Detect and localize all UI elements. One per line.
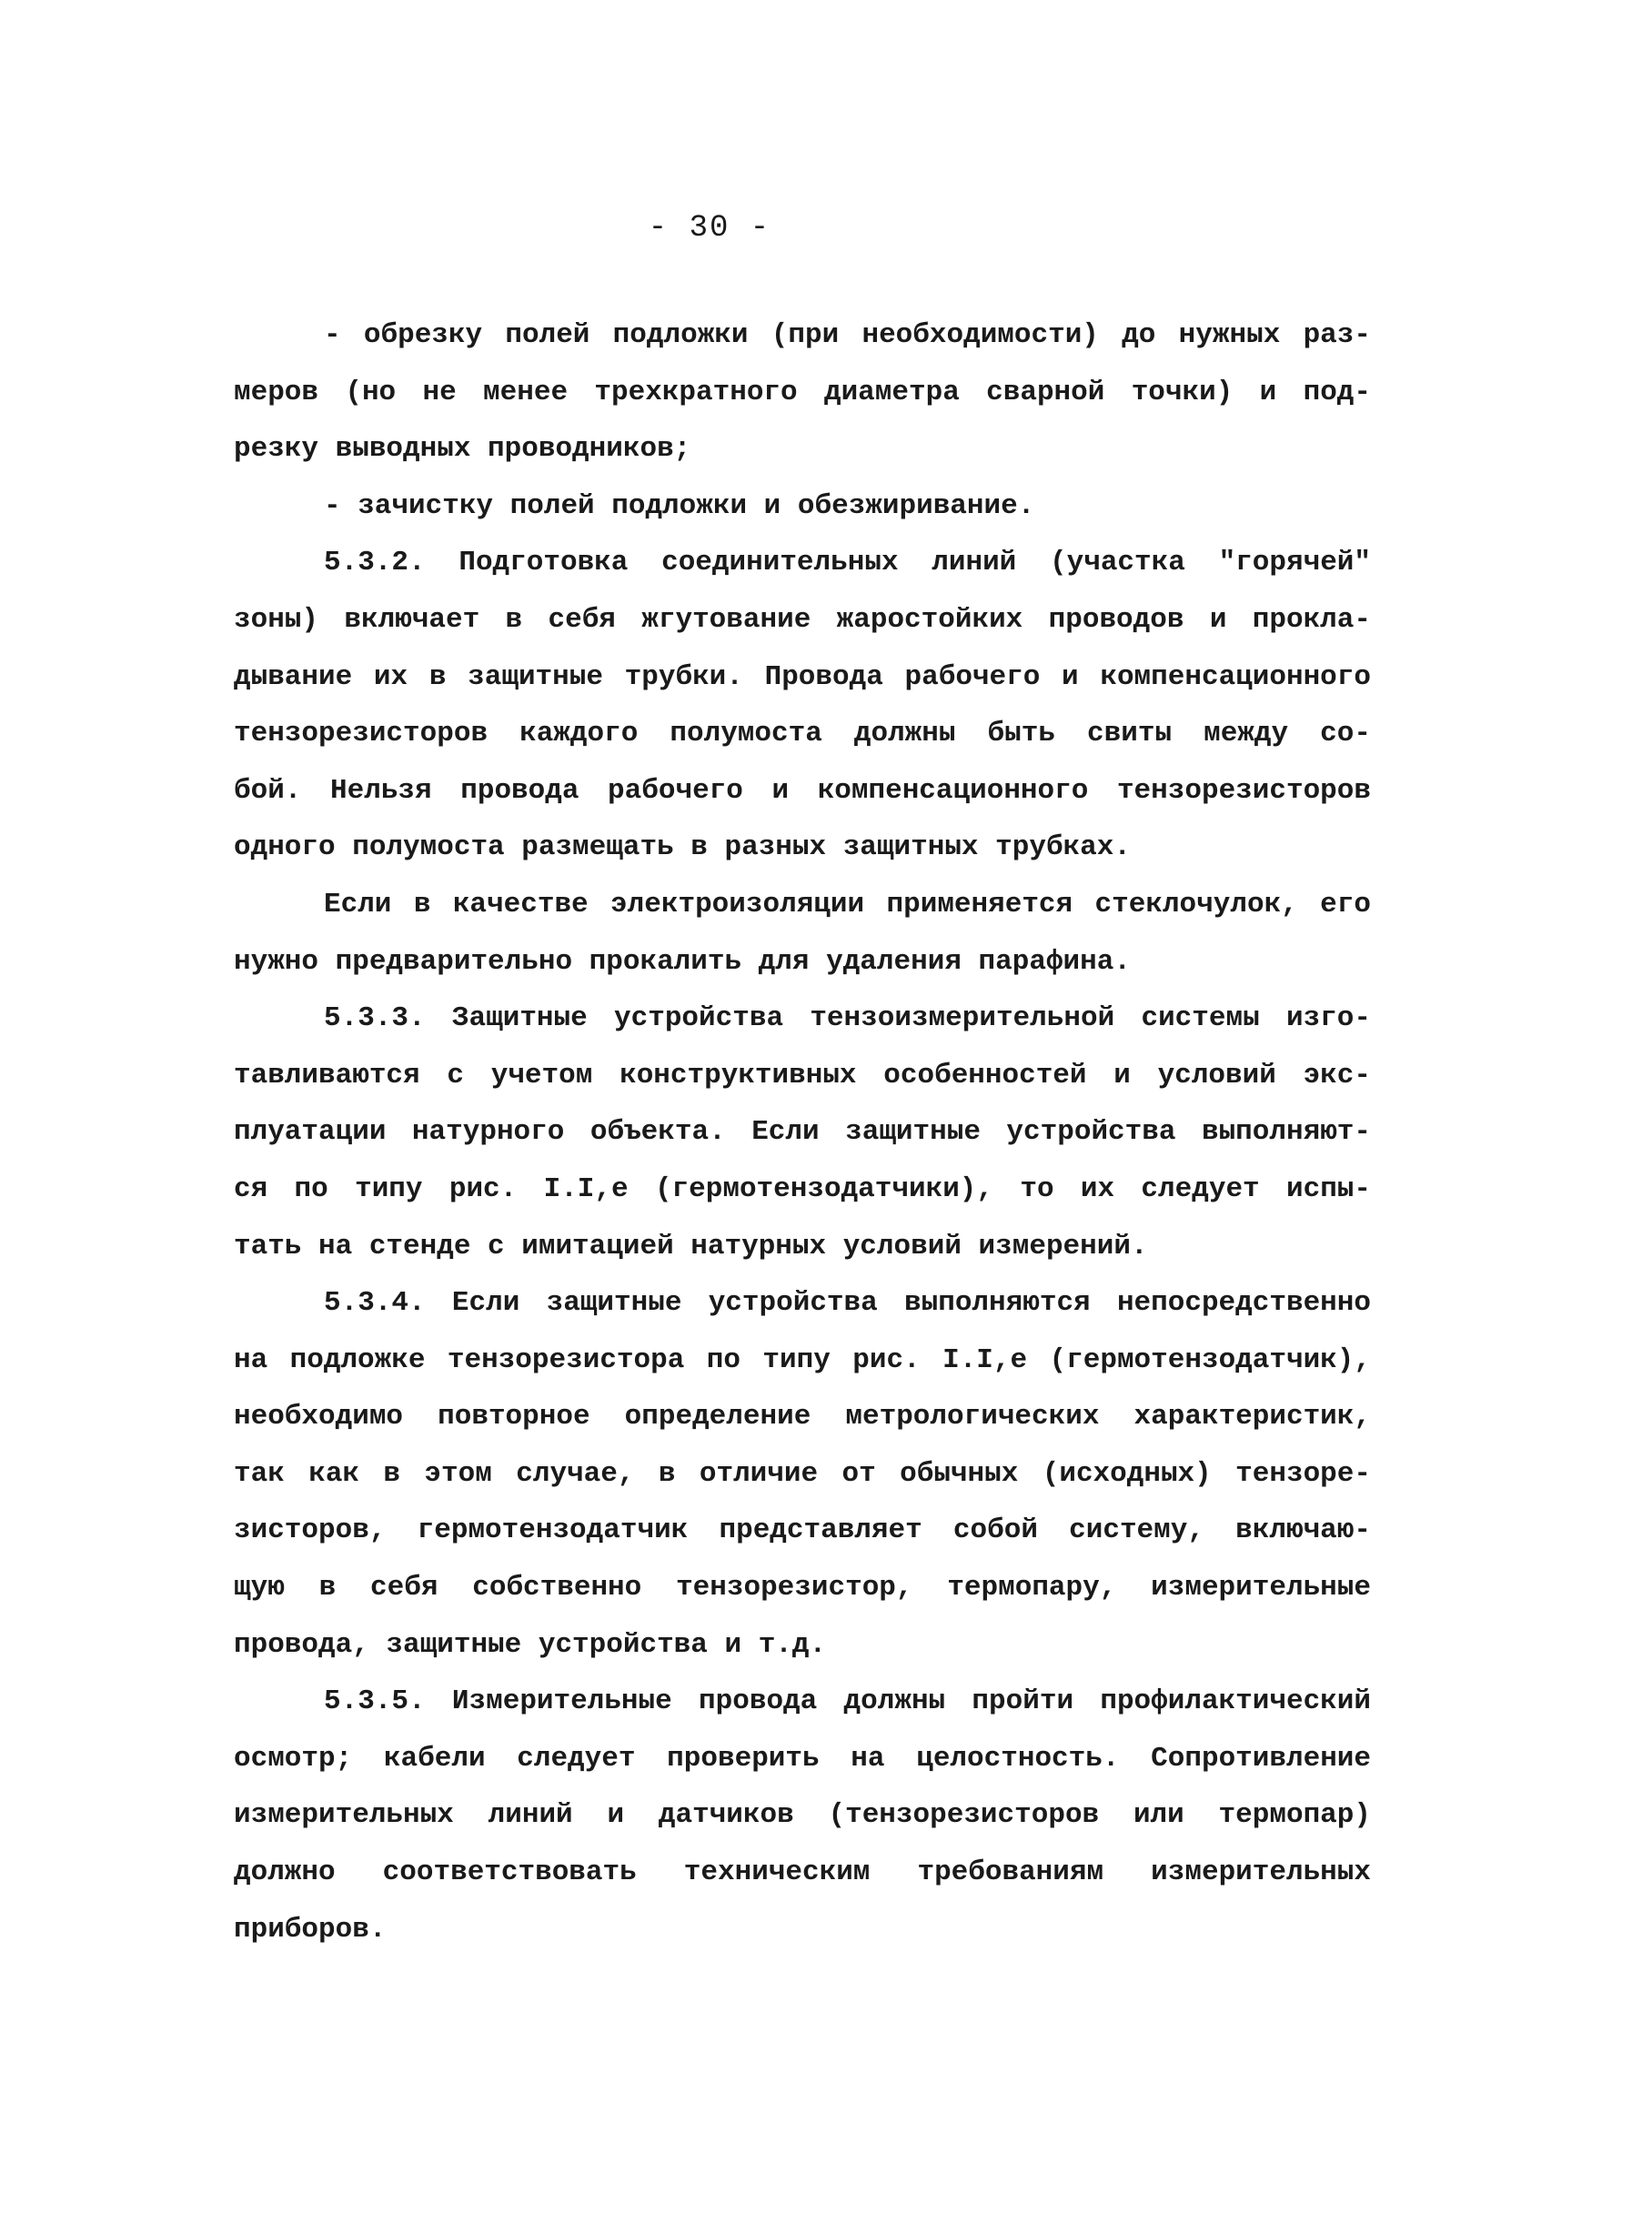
text-line: зоны) включает в себя жгутование жаростойких проводов и прокла- [234,603,1371,636]
text-line: 5.3.3. Защитные устройства тензоизмерительной системы изго- [324,1002,1371,1035]
text-line: щую в себя собственно тензорезистор, термопару, измерительные [234,1572,1371,1604]
text-line: ся по типу рис. I.I,е (гермотензодатчики), то их следует испы- [234,1172,1371,1205]
text-line: тать на стенде с имитацией натурных условий измерений. [234,1230,1148,1262]
body-text [234,307,1371,1958]
text-line: на подложке тензорезистора по типу рис. I.I,е (гермотензодатчик), [234,1343,1371,1376]
text-line: бой. Нельзя провода рабочего и компенсационного тензорезисторов [234,774,1371,807]
text-line: - зачистку полей подложки и обезжиривание. [324,489,1035,522]
text-line: 5.3.4. Если защитные устройства выполняются непосредственно [324,1287,1371,1320]
text-line: измерительных линий и датчиков (тензорезисторов или термопар) [234,1799,1371,1832]
page-number: - 30 - [648,211,771,246]
text-line: плуатации натурного объекта. Если защитные устройства выполняют- [234,1116,1371,1149]
text-line: тавливаются с учетом конструктивных особенностей и условий экс- [234,1059,1371,1091]
text-line: тензорезисторов каждого полумоста должны быть свиты между со- [234,718,1371,750]
text-line: провода, защитные устройства и т.д. [234,1628,827,1661]
text-line: резку выводных проводников; [234,433,691,466]
text-line: необходимо повторное определение метрологических характеристик, [234,1401,1371,1433]
text-line: нужно предварительно прокалить для удаления парафина. [234,945,1131,978]
text-line: 5.3.5. Измерительные провода должны пройти профилактический [324,1685,1371,1718]
text-line: 5.3.2. Подготовка соединительных линий (участка "горячей" [324,547,1371,579]
text-line: Если в качестве электроизоляции применяется стеклочулок, его [324,888,1371,920]
text-line: дывание их в защитные трубки. Провода рабочего и компенсационного [234,660,1371,693]
text-line: меров (но не менее трехкратного диаметра сварной точки) и под- [234,376,1371,408]
text-line: - обрезку полей подложки (при необходимости) до нужных раз- [324,319,1371,351]
text-line: должно соответствовать техническим требованиям измерительных [234,1856,1371,1889]
text-line: зисторов, гермотензодатчик представляет собой систему, включаю- [234,1514,1371,1547]
text-line: приборов. [234,1913,387,1946]
text-line: одного полумоста размещать в разных защитных трубках. [234,831,1131,864]
text-line: осмотр; кабели следует проверить на целостность. Сопротивление [234,1742,1371,1775]
text-line: так как в этом случае, в отличие от обычных (исходных) тензоре- [234,1457,1371,1490]
